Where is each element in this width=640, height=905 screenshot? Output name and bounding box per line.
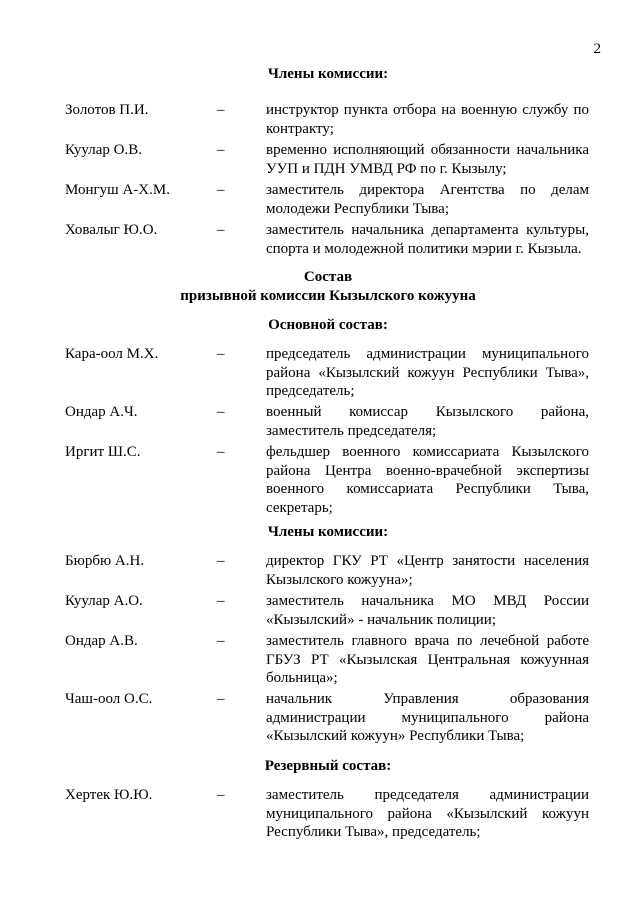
section-heading: Основной состав: bbox=[268, 317, 388, 333]
member-role: директор ГКУ РТ «Центр занятости населения Кызылского кожууна»; bbox=[266, 553, 589, 588]
dash: – bbox=[217, 593, 225, 609]
member-name: Хертек Ю.Ю. bbox=[65, 787, 153, 803]
composition-title: Состав bbox=[303, 269, 353, 285]
member-name: Кара-оол М.Х. bbox=[65, 346, 159, 362]
dash: – bbox=[217, 142, 225, 158]
dash: – bbox=[217, 444, 225, 460]
section-heading: Члены комиссии: bbox=[267, 524, 389, 540]
member-role: начальник Управления образования администрации муниципального района «Кызылский кожуун» Республики Тыва; bbox=[266, 691, 589, 744]
member-role: заместитель главного врача по лечебной работе ГБУЗ РТ «Кызылская Центральная кожуунная больница»; bbox=[266, 633, 589, 686]
member-role: фельдшер военного комиссариата Кызылского района Центра военно-врачебной экспертизы военного комиссариата Республики Тыва, секретарь; bbox=[266, 444, 589, 516]
member-name: Куулар О.В. bbox=[65, 142, 142, 158]
section-heading: Члены комиссии: bbox=[267, 66, 389, 82]
dash: – bbox=[217, 633, 225, 649]
page-number: 2 bbox=[593, 41, 601, 57]
member-role: заместитель председателя администрации муниципального района «Кызылский кожуун Республики Тыва», председатель; bbox=[266, 787, 589, 840]
member-name: Ховалыг Ю.О. bbox=[65, 222, 158, 238]
dash: – bbox=[217, 182, 225, 198]
member-role: председатель администрации муниципального района «Кызылский кожуун Республики Тыва», председатель; bbox=[266, 346, 589, 399]
section-heading: Резервный состав: bbox=[264, 758, 392, 774]
composition-subtitle: призывной комиссии Кызылского кожууна bbox=[180, 288, 476, 304]
member-role: инструктор пункта отбора на военную службу по контракту; bbox=[266, 102, 589, 137]
dash: – bbox=[217, 222, 225, 238]
member-name: Чаш-оол О.С. bbox=[65, 691, 153, 707]
member-name: Ондар А.Ч. bbox=[65, 404, 138, 420]
member-name: Ондар А.В. bbox=[65, 633, 138, 649]
dash: – bbox=[217, 346, 225, 362]
dash: – bbox=[217, 787, 225, 803]
dash: – bbox=[217, 404, 225, 420]
member-role: заместитель директора Агентства по делам молодежи Республики Тыва; bbox=[266, 182, 589, 217]
member-role: временно исполняющий обязанности начальника УУП и ПДН УМВД РФ по г. Кызылу; bbox=[266, 142, 589, 177]
dash: – bbox=[217, 691, 225, 707]
member-role: заместитель начальника МО МВД России «Кызылский» - начальник полиции; bbox=[266, 593, 589, 628]
member-name: Бюрбю А.Н. bbox=[65, 553, 145, 569]
member-role: заместитель начальника департамента культуры, спорта и молодежной политики мэрии г. Кызыла. bbox=[266, 222, 589, 257]
dash: – bbox=[217, 553, 225, 569]
dash: – bbox=[217, 102, 225, 118]
member-name: Иргит Ш.С. bbox=[65, 444, 141, 460]
member-role: военный комиссар Кызылского района, заместитель председателя; bbox=[266, 404, 589, 439]
member-name: Золотов П.И. bbox=[65, 102, 149, 118]
member-name: Куулар А.О. bbox=[65, 593, 143, 609]
member-name: Монгуш А-Х.М. bbox=[65, 182, 170, 198]
